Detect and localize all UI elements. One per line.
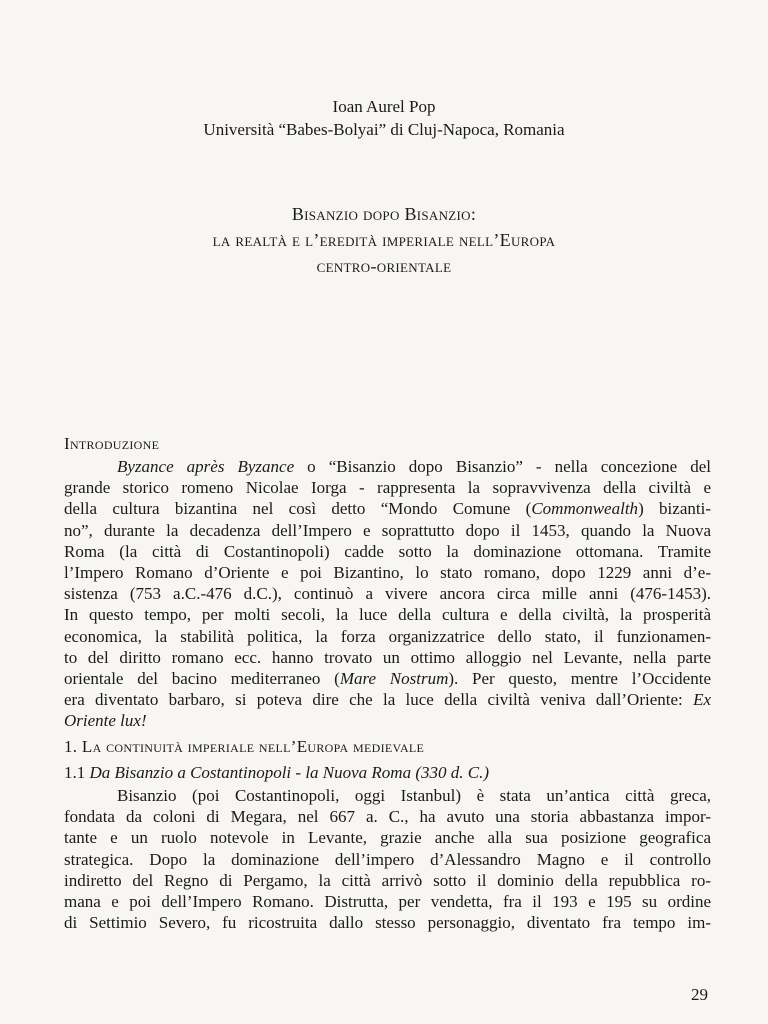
text-line: In questo tempo, per molti secoli, la luce della cultura e della civiltà, la prosperità	[64, 605, 711, 625]
text-line: economica, la stabilità politica, la forza organizzatrice dello stato, il funzionamen-	[64, 626, 711, 646]
text-line: Bisanzio (poi Costantinopoli, oggi Istanbul) è stata un’antica città greca,	[117, 786, 711, 805]
text-line: era diventato barbaro, si poteva dire che la luce della civiltà veniva dall’Oriente: Ex	[64, 690, 711, 710]
subsection-title: Da Bisanzio a Costantinopoli - la Nuova Roma (330 d. C.)	[89, 763, 489, 782]
text-line: Roma (la città di Costantinopoli) cadde sotto la dominazione ottomana. Tramite	[64, 541, 711, 561]
text-line: sistenza (753 a.C.-476 d.C.), continuò a vivere ancora circa mille anni (476-1453).	[64, 584, 711, 604]
text-line: fondata da coloni di Megara, nel 667 a. C., ha avuto una storia abbastanza impor-	[64, 807, 711, 827]
text-line: grande storico romeno Nicolae Iorga - rappresenta la sopravvivenza della civiltà e	[64, 478, 711, 498]
title-line-3: centro-orientale	[316, 256, 452, 276]
author-block	[0, 95, 768, 141]
text-line: to del diritto romano ecc. hanno trovato un ottimo alloggio nel Levante, nella parte	[64, 647, 711, 667]
author-name: Ioan Aurel Pop	[332, 97, 436, 116]
text-line: no”, durante la decadenza dell’Impero e soprattutto dopo il 1453, quando la Nuova	[64, 520, 711, 540]
section-1-title: La continuità imperiale nell’Europa medievale	[81, 737, 425, 756]
text-line: della cultura bizantina nel così detto “Mondo Comune (Commonwealth) bizanti-	[64, 499, 711, 519]
introduction-paragraph	[64, 456, 711, 732]
subsection-number: 1.1	[64, 763, 86, 782]
text-line: l’Impero Romano d’Oriente e poi Bizantino, lo stato romano, dopo 1229 anni d’e-	[64, 563, 711, 583]
author-affiliation: Università “Babes-Bolyai” di Cluj-Napoca, Romania	[203, 120, 565, 139]
section-1-number: 1.	[64, 737, 78, 756]
text-line: Byzance après Byzance o “Bisanzio dopo Bisanzio” - nella concezione del	[117, 457, 711, 476]
paper-title	[0, 201, 768, 279]
introduction-heading: Introduzione	[64, 434, 160, 453]
text-line: di Settimio Severo, fu ricostruita dallo stesso personaggio, diventato fra tempo im-	[64, 913, 711, 933]
title-line-1: Bisanzio dopo Bisanzio:	[291, 204, 477, 224]
text-line: strategica. Dopo la dominazione dell’impero d’Alessandro Magno e il controllo	[64, 849, 711, 869]
section-1-heading	[64, 736, 424, 757]
title-line-2: la realtà e l’eredità imperiale nell’Europa	[212, 230, 556, 250]
section-1-paragraph	[64, 785, 711, 933]
text-line: tante e un ruolo notevole in Levante, grazie anche alla sua posizione geografica	[64, 828, 711, 848]
text-line: indiretto del Regno di Pergamo, la città arrivò sotto il dominio della repubblica ro-	[64, 870, 711, 890]
text-line: mana e poi dell’Impero Romano. Distrutta, per vendetta, fra il 193 e 195 su ordine	[64, 892, 711, 912]
page-number: 29	[691, 985, 708, 1004]
text-line: orientale del bacino mediterraneo (Mare Nostrum). Per questo, mentre l’Occidente	[64, 669, 711, 689]
text-line: Oriente lux!	[64, 711, 147, 731]
subsection-1-1-heading	[64, 762, 489, 783]
